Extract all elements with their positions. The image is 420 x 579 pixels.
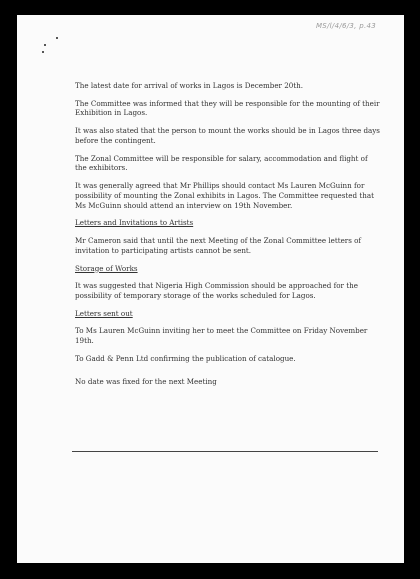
paragraph-next-meeting: No date was fixed for the next Meeting <box>75 376 217 386</box>
bottom-rule <box>72 451 378 452</box>
paragraph-zonal-committee: The Zonal Committee will be responsible for salary, accommodation and flight of the exhibitors. <box>75 153 368 173</box>
paragraph-mounting-responsibility: The Committee was informed that they will be responsible for the mounting of their Exhibition in Lagos. <box>75 98 380 118</box>
paragraph-letter-mcguinn: To Ms Lauren McGuinn inviting her to meet the Committee on Friday November 19th. <box>75 326 368 346</box>
punch-hole-mark <box>42 51 44 53</box>
minutes-body <box>75 81 381 394</box>
paragraph-phillips-mcguinn: It was generally agreed that Mr Phillips should contact Ms Lauren McGuinn for possibility of mounting the Zonal exhibits in Lagos. The Committee requested that Ms McGuinn should attend an interview on 19th November. <box>75 181 374 210</box>
heading-letters-invitations: Letters and Invitations to Artists <box>75 218 194 228</box>
paragraph-storage: It was suggested that Nigeria High Commission should be approached for the possibility of temporary storage of the works scheduled for Lagos. <box>75 281 358 301</box>
paragraph-letter-gadd-penn: To Gadd & Penn Ltd confirming the publication of catalogue. <box>75 353 296 363</box>
paragraph-arrival-date: The latest date for arrival of works in Lagos is December 20th. <box>75 81 304 90</box>
paragraph-cameron: Mr Cameron said that until the next Meeting of the Zonal Committee letters of invitation to participating artists cannot be sent. <box>75 236 362 255</box>
punch-hole-mark <box>56 37 58 39</box>
paragraph-mounting-person: It was also stated that the person to mount the works should be in Lagos three days before the contingent. <box>75 126 380 145</box>
heading-storage: Storage of Works <box>75 263 138 273</box>
punch-hole-mark <box>44 44 46 46</box>
heading-letters-sent: Letters sent out <box>75 308 133 318</box>
archive-reference: MS/l/4/6/3, p.43 <box>315 22 376 30</box>
document-page <box>17 15 404 563</box>
